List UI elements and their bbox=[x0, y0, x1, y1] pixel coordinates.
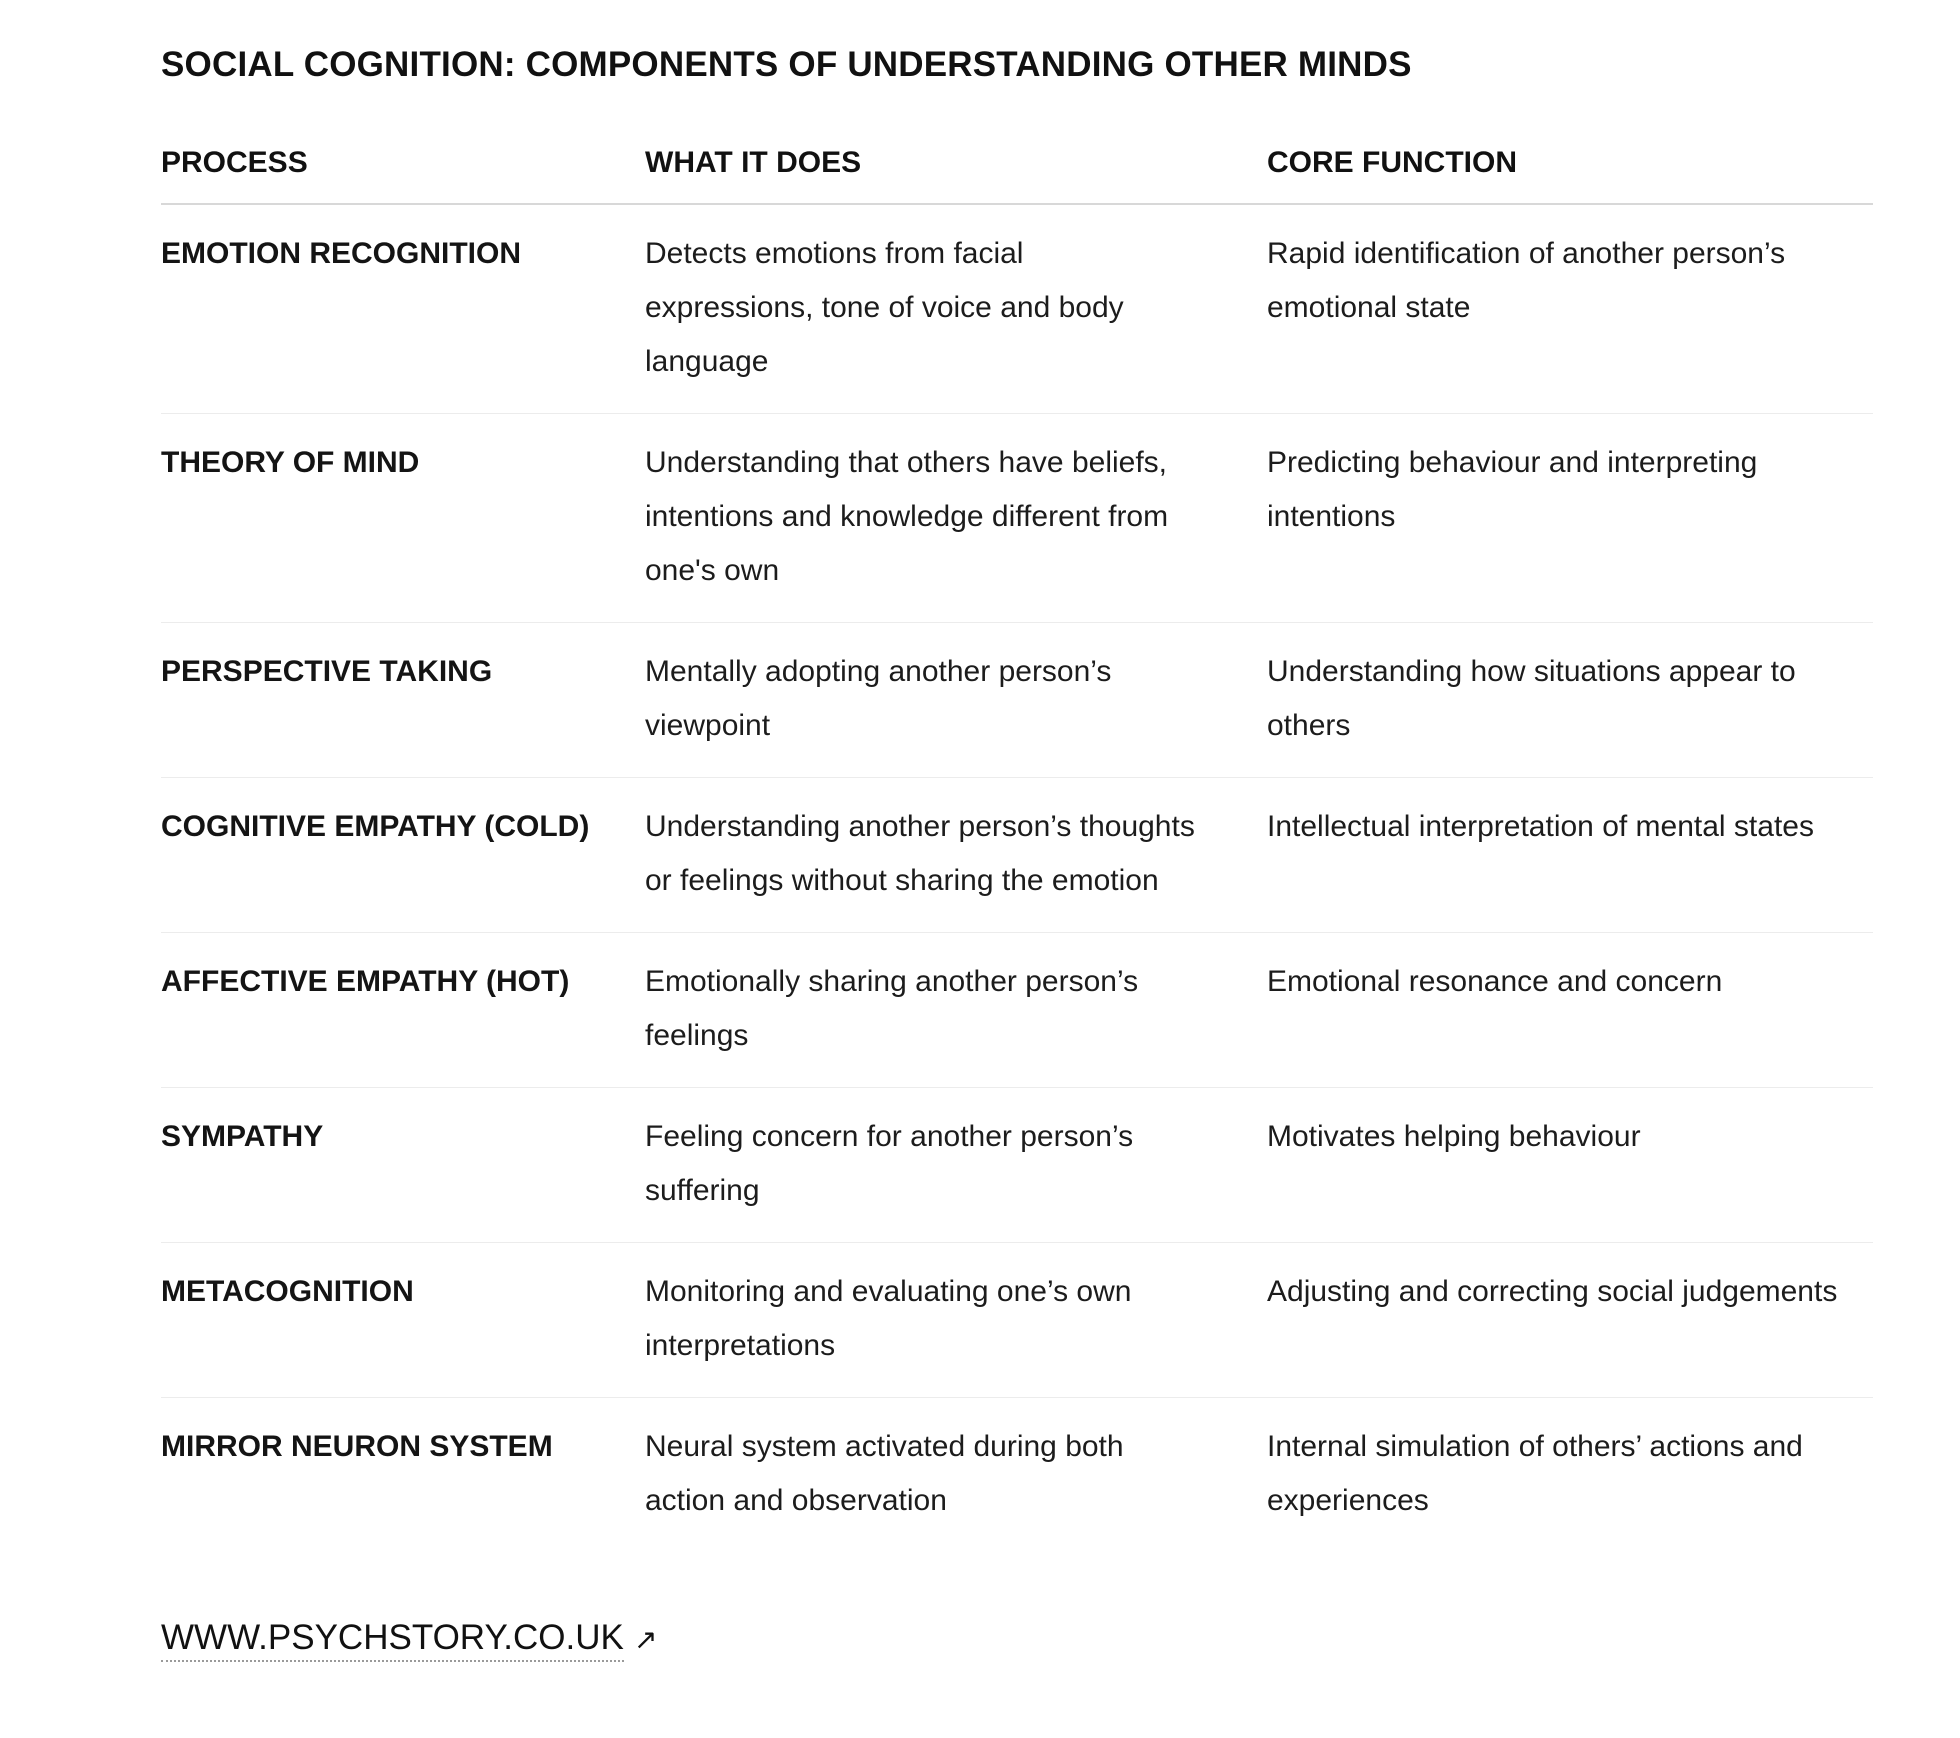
cell-what-it-does: Monitoring and evaluating one’s own interpretations bbox=[645, 1243, 1267, 1398]
cell-core-function: Rapid identification of another person’s emotional state bbox=[1267, 204, 1873, 414]
cell-core-function: Internal simulation of others’ actions and experiences bbox=[1267, 1430, 1803, 1517]
cell-core-function: Understanding how situations appear to others bbox=[1267, 623, 1873, 778]
cell-process: PERSPECTIVE TAKING bbox=[161, 623, 645, 778]
header-core-function: CORE FUNCTION bbox=[1267, 143, 1873, 204]
table-row bbox=[161, 778, 1873, 933]
cell-what-it-does: Emotionally sharing another person’s feelings bbox=[645, 933, 1267, 1088]
footer-link-row[interactable] bbox=[161, 1618, 657, 1662]
cell-core-function: Predicting behaviour and interpreting intentions bbox=[1267, 414, 1873, 623]
cell-what-it-does: Understanding another person’s thoughts or feelings without sharing the emotion bbox=[645, 778, 1267, 933]
cell-core-function: Adjusting and correcting social judgements bbox=[1267, 1243, 1873, 1398]
cell-process: COGNITIVE EMPATHY (COLD) bbox=[161, 778, 645, 933]
table-header-row bbox=[161, 143, 1873, 204]
cell-process: EMOTION RECOGNITION bbox=[161, 204, 645, 414]
cell-process: SYMPATHY bbox=[161, 1088, 645, 1243]
cell-what-it-does: Feeling concern for another person’s suffering bbox=[645, 1088, 1267, 1243]
header-process: PROCESS bbox=[161, 143, 645, 204]
cell-what-it-does: Mentally adopting another person’s viewpoint bbox=[645, 623, 1267, 778]
cell-what-it-does: Detects emotions from facial expressions, tone of voice and body language bbox=[645, 204, 1267, 414]
page-title: SOCIAL COGNITION: COMPONENTS OF UNDERSTANDING OTHER MINDS bbox=[161, 45, 1412, 84]
table-row bbox=[161, 933, 1873, 1088]
table-row bbox=[161, 414, 1873, 623]
external-link-arrow-icon[interactable]: ↗ bbox=[633, 1624, 658, 1655]
social-cognition-table bbox=[161, 143, 1873, 1552]
psychstory-link[interactable]: WWW.PSYCHSTORY.CO.UK bbox=[161, 1618, 624, 1662]
table-row bbox=[161, 1088, 1873, 1243]
cell-process: AFFECTIVE EMPATHY (HOT) bbox=[161, 933, 645, 1088]
table-row bbox=[161, 623, 1873, 778]
cell-core-function: Emotional resonance and concern bbox=[1267, 933, 1873, 1088]
cell-core-function: Intellectual interpretation of mental states bbox=[1267, 778, 1873, 933]
table-row bbox=[161, 1398, 1873, 1553]
cell-process: METACOGNITION bbox=[161, 1243, 645, 1398]
cell-what-it-does: Understanding that others have beliefs, intentions and knowledge different from one's own bbox=[645, 414, 1267, 623]
cell-process: THEORY OF MIND bbox=[161, 414, 645, 623]
header-what-it-does: WHAT IT DOES bbox=[645, 143, 1267, 204]
table-row bbox=[161, 1243, 1873, 1398]
cell-what-it-does: Neural system activated during both action and observation bbox=[645, 1430, 1124, 1517]
cell-core-function: Motivates helping behaviour bbox=[1267, 1088, 1873, 1243]
cell-process: MIRROR NEURON SYSTEM bbox=[161, 1430, 553, 1463]
table-row bbox=[161, 204, 1873, 414]
